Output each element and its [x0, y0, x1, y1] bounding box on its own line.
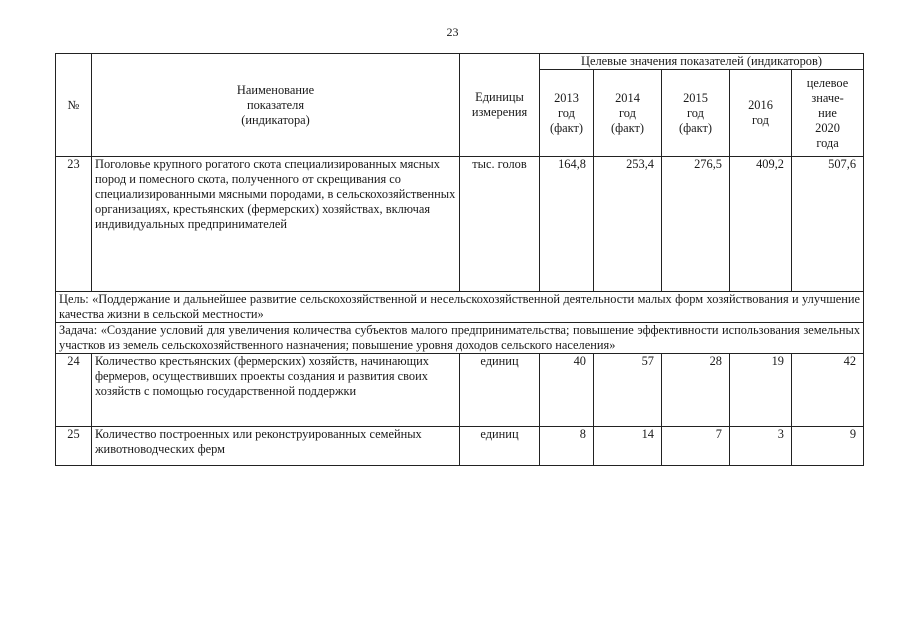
- row-number: 24: [56, 354, 92, 427]
- row-value-2016: 409,2: [730, 157, 792, 292]
- row-name: Количество построенных или реконструированных семейных животноводческих ферм: [92, 427, 460, 466]
- row-value-2020: 42: [792, 354, 864, 427]
- header-num: №: [56, 54, 92, 157]
- header-year-2014: 2014 год (факт): [594, 70, 662, 157]
- row-unit: тыс. голов: [460, 157, 540, 292]
- row-value-2020: 9: [792, 427, 864, 466]
- row-value-2013: 40: [540, 354, 594, 427]
- row-value-2020: 507,6: [792, 157, 864, 292]
- task-text: Задача: «Создание условий для увеличения количества субъектов малого предпринимательства; повышение эффективности использования земельных участков из земель сельскохозяйственного назначения; повышение уровня доходов сельского населения»: [56, 323, 864, 354]
- goal-text: Цель: «Поддержание и дальнейшее развитие сельскохозяйственной и несельскохозяйственной деятельности малых форм хозяйствования и улучшение качества жизни в сельской местности»: [56, 292, 864, 323]
- table-row: [56, 354, 864, 427]
- row-unit: единиц: [460, 354, 540, 427]
- header-unit: Единицы измерения: [460, 54, 540, 157]
- goal-row: [56, 292, 864, 323]
- row-unit: единиц: [460, 427, 540, 466]
- header-year-2013: 2013 год (факт): [540, 70, 594, 157]
- row-name: Количество крестьянских (фермерских) хозяйств, начинающих фермеров, осуществивших проекты создания и развития своих хозяйств с помощью государственной поддержки: [92, 354, 460, 427]
- task-row: [56, 323, 864, 354]
- row-number: 25: [56, 427, 92, 466]
- row-value-2015: 276,5: [662, 157, 730, 292]
- table-row: [56, 157, 864, 292]
- header-year-2016: 2016 год: [730, 70, 792, 157]
- row-value-2014: 14: [594, 427, 662, 466]
- row-value-2013: 164,8: [540, 157, 594, 292]
- row-value-2015: 28: [662, 354, 730, 427]
- row-value-2016: 3: [730, 427, 792, 466]
- table-row: [56, 427, 864, 466]
- row-value-2014: 253,4: [594, 157, 662, 292]
- row-value-2016: 19: [730, 354, 792, 427]
- header-year-2020: целевое значе- ние 2020 года: [792, 70, 864, 157]
- header-name: Наименование показателя (индикатора): [92, 54, 460, 157]
- row-name: Поголовье крупного рогатого скота специализированных мясных пород и помесного скота, полученного от скрещивания со специализированными мясными породами, в сельскохозяйственных организациях, крестьянских (фермерских) хозяйствах, включая индивидуальных предпринимателей: [92, 157, 460, 292]
- row-value-2015: 7: [662, 427, 730, 466]
- header-row: [56, 54, 864, 70]
- page-number: 23: [446, 25, 459, 39]
- indicators-table: [55, 53, 864, 466]
- row-value-2013: 8: [540, 427, 594, 466]
- row-value-2014: 57: [594, 354, 662, 427]
- header-year-2015: 2015 год (факт): [662, 70, 730, 157]
- row-number: 23: [56, 157, 92, 292]
- header-target-group: Целевые значения показателей (индикаторов): [540, 54, 864, 70]
